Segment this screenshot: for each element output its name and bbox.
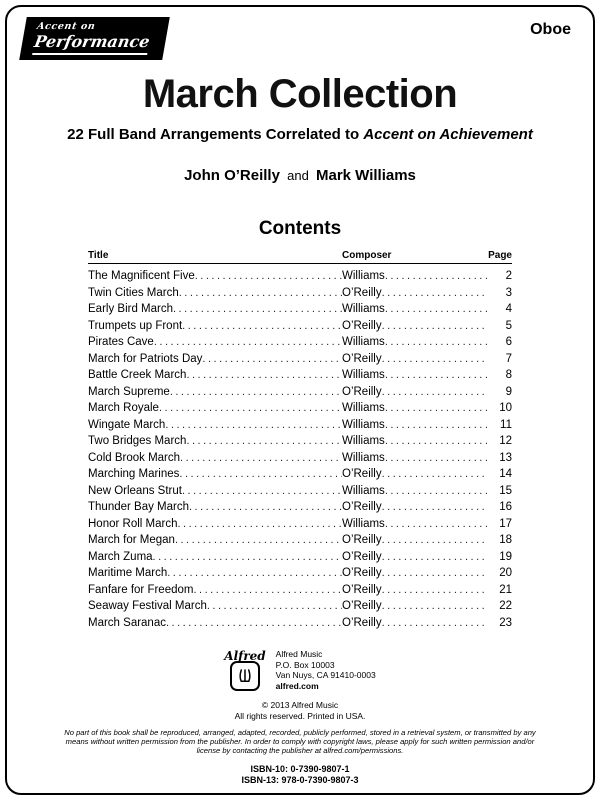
contents-row — [88, 582, 512, 599]
contents-heading: Contents — [258, 218, 342, 239]
leader-dots — [382, 615, 488, 632]
leader-dots — [382, 582, 488, 599]
contents-row — [88, 549, 512, 566]
composer-name: O’Reilly — [342, 286, 382, 299]
contents-row — [88, 318, 512, 335]
contents-header-row — [88, 250, 512, 264]
instrument-label: Oboe — [530, 21, 571, 38]
contents-row — [88, 301, 512, 318]
contents-row — [88, 417, 512, 434]
composer-name: Williams — [342, 336, 385, 348]
contents-row — [88, 499, 512, 516]
publisher-address2: Van Nuys, CA 91410-0003 — [275, 670, 376, 680]
composer-name: Williams — [342, 303, 385, 315]
page-number: 22 — [499, 600, 512, 612]
leader-dots — [385, 483, 488, 500]
leader-dots — [189, 499, 342, 516]
series-logo — [19, 17, 170, 60]
author-2: Mark Williams — [316, 167, 416, 184]
contents-row — [88, 532, 512, 549]
leader-dots — [382, 318, 488, 335]
leader-dots — [179, 285, 342, 302]
authors-line — [7, 167, 593, 184]
page-number: 7 — [505, 352, 512, 365]
composer-name: O’Reilly — [342, 385, 382, 398]
contents-row — [88, 466, 512, 483]
leader-dots — [180, 450, 342, 467]
piece-title: March Supreme — [88, 385, 170, 398]
leader-dots — [382, 532, 488, 549]
composer-name: O’Reilly — [342, 600, 382, 612]
page-number: 4 — [505, 303, 512, 315]
contents-row — [88, 483, 512, 500]
page-number: 6 — [505, 336, 512, 348]
page-number: 8 — [505, 369, 512, 381]
publisher-address — [276, 649, 376, 691]
contents-row — [88, 367, 512, 384]
page-number: 5 — [505, 319, 512, 332]
piece-title: Early Bird March — [88, 303, 173, 315]
leader-dots — [177, 516, 342, 533]
book-cover-page — [5, 5, 595, 795]
leader-dots — [175, 532, 342, 549]
leader-dots — [382, 384, 488, 401]
leader-dots — [182, 318, 342, 335]
piece-title: Trumpets up Front — [88, 319, 183, 332]
leader-dots — [382, 499, 488, 516]
leader-dots — [382, 466, 488, 483]
piece-title: Marching Marines — [88, 468, 180, 480]
composer-name: Williams — [342, 517, 385, 530]
composer-name: Williams — [342, 418, 385, 431]
leader-dots — [170, 384, 342, 401]
page-title: March Collection — [142, 72, 458, 116]
composer-name: O’Reilly — [342, 352, 382, 365]
column-header-title: Title — [88, 250, 109, 261]
column-header-composer: Composer — [342, 250, 392, 261]
composer-name: O’Reilly — [342, 319, 382, 332]
subtitle — [7, 126, 593, 143]
piece-title: March for Patriots Day — [88, 352, 203, 365]
piece-title: The Magnificent Five — [88, 270, 195, 282]
leader-dots — [159, 400, 342, 417]
contents-row — [88, 433, 512, 450]
piece-title: March Zuma — [88, 550, 153, 563]
leader-dots — [193, 582, 342, 599]
publisher-name: Alfred Music — [275, 649, 323, 659]
header-bar — [7, 7, 593, 60]
composer-name: Williams — [342, 369, 385, 381]
publisher-website: alfred.com — [275, 680, 319, 691]
leader-dots — [382, 351, 488, 368]
leader-dots — [154, 334, 342, 351]
leader-dots — [385, 450, 488, 467]
composer-name: O’Reilly — [342, 616, 382, 629]
page-number: 19 — [499, 550, 512, 563]
leader-dots — [166, 615, 342, 632]
leader-dots — [382, 598, 488, 615]
page-number: 9 — [505, 385, 512, 398]
contents-row — [88, 384, 512, 401]
leader-dots — [385, 400, 488, 417]
isbn-13: ISBN-13: 978-0-7390-9807-3 — [241, 774, 359, 785]
composer-name: Williams — [342, 451, 385, 464]
publisher-address1: P.O. Box 10003 — [275, 659, 335, 670]
leader-dots — [385, 417, 488, 434]
leader-dots — [179, 466, 342, 483]
page-number: 10 — [499, 402, 512, 414]
alfred-logo — [224, 649, 265, 691]
composer-name: O’Reilly — [342, 501, 382, 513]
piece-title: Thunder Bay March — [88, 501, 189, 513]
footer — [7, 649, 593, 786]
contents-row — [88, 285, 512, 302]
contents-rows — [88, 268, 512, 631]
alfred-logo-script: Alfred — [224, 649, 266, 663]
contents-row — [88, 598, 512, 615]
composer-name: Williams — [342, 435, 385, 447]
publisher-block — [7, 649, 593, 691]
leader-dots — [385, 334, 488, 351]
leader-dots — [195, 268, 342, 285]
piece-title: Cold Brook March — [88, 451, 181, 464]
composer-name: Williams — [342, 270, 385, 282]
leader-dots — [186, 367, 342, 384]
leader-dots — [173, 301, 342, 318]
contents-row — [88, 334, 512, 351]
page-number: 18 — [499, 534, 512, 546]
column-header-page: Page — [488, 250, 512, 261]
composer-name: O’Reilly — [342, 534, 382, 546]
composer-name: O’Reilly — [342, 583, 382, 596]
piece-title: New Orleans Strut — [88, 484, 182, 497]
leader-dots — [385, 367, 488, 384]
copyright-line1: © 2013 Alfred Music — [261, 700, 339, 710]
page-number: 2 — [505, 270, 512, 282]
piece-title: Seaway Festival March — [88, 600, 207, 612]
page-number: 12 — [499, 435, 512, 447]
piece-title: Fanfare for Freedom — [88, 583, 194, 596]
leader-dots — [382, 285, 488, 302]
page-number: 17 — [499, 517, 512, 530]
copyright-block — [7, 700, 593, 721]
piece-title: Maritime March — [88, 567, 168, 579]
leader-dots — [167, 565, 342, 582]
leader-dots — [207, 598, 342, 615]
contents-row — [88, 351, 512, 368]
subtitle-italic: Accent on Achievement — [363, 126, 533, 143]
contents-table — [88, 250, 512, 631]
leader-dots — [385, 301, 488, 318]
contents-row — [88, 400, 512, 417]
leader-dots — [182, 483, 342, 500]
piece-title: Pirates Cave — [88, 336, 154, 348]
piece-title: Twin Cities March — [88, 286, 179, 299]
subtitle-plain: 22 Full Band Arrangements Correlated to — [67, 126, 364, 143]
page-number: 11 — [500, 418, 512, 431]
piece-title: Honor Roll March — [88, 517, 178, 530]
isbn-block — [7, 764, 593, 786]
page-number: 3 — [505, 286, 512, 299]
contents-row — [88, 516, 512, 533]
composer-name: O’Reilly — [342, 468, 382, 480]
legal-text: No part of this book shall be reproduced, arranged, adapted, recorded, publicly performed, stored in a retrieval system, or transmitted by any means without written permission from the publisher. In order to comply with copyright laws, please apply for such written permission and/or license by contacting the publisher at alfred.com/permissions. — [64, 728, 536, 756]
composer-name: Williams — [342, 484, 385, 497]
leader-dots — [153, 549, 342, 566]
composer-name: Williams — [342, 402, 385, 414]
isbn-10: ISBN-10: 0-7390-9807-1 — [250, 763, 350, 774]
piece-title: Battle Creek March — [88, 369, 187, 381]
leader-dots — [165, 417, 342, 434]
page-number: 15 — [499, 484, 512, 497]
leader-dots — [186, 433, 342, 450]
page-number: 21 — [499, 583, 512, 596]
series-logo-line1: Accent on — [36, 21, 97, 32]
leader-dots — [382, 549, 488, 566]
piece-title: Two Bridges March — [88, 435, 187, 447]
page-number: 13 — [499, 451, 512, 464]
series-logo-line2: Performance — [32, 32, 151, 55]
author-1: John O’Reilly — [184, 167, 280, 184]
authors-conjunction: and — [287, 168, 309, 183]
leader-dots — [202, 351, 342, 368]
page-number: 20 — [499, 567, 512, 579]
piece-title: March Royale — [88, 402, 159, 414]
page-number: 16 — [499, 501, 512, 513]
page-number: 14 — [499, 468, 512, 480]
page-number: 23 — [499, 616, 512, 629]
piece-title: March for Megan — [88, 534, 175, 546]
lyre-icon — [230, 661, 260, 691]
leader-dots — [382, 565, 488, 582]
copyright-line2: All rights reserved. Printed in USA. — [234, 710, 366, 721]
leader-dots — [385, 433, 488, 450]
contents-row — [88, 615, 512, 632]
contents-row — [88, 450, 512, 467]
leader-dots — [385, 516, 488, 533]
leader-dots — [385, 268, 488, 285]
piece-title: Wingate March — [88, 418, 166, 431]
composer-name: O’Reilly — [342, 567, 382, 579]
composer-name: O’Reilly — [342, 550, 382, 563]
piece-title: March Saranac — [88, 616, 166, 629]
contents-row — [88, 268, 512, 285]
contents-row — [88, 565, 512, 582]
